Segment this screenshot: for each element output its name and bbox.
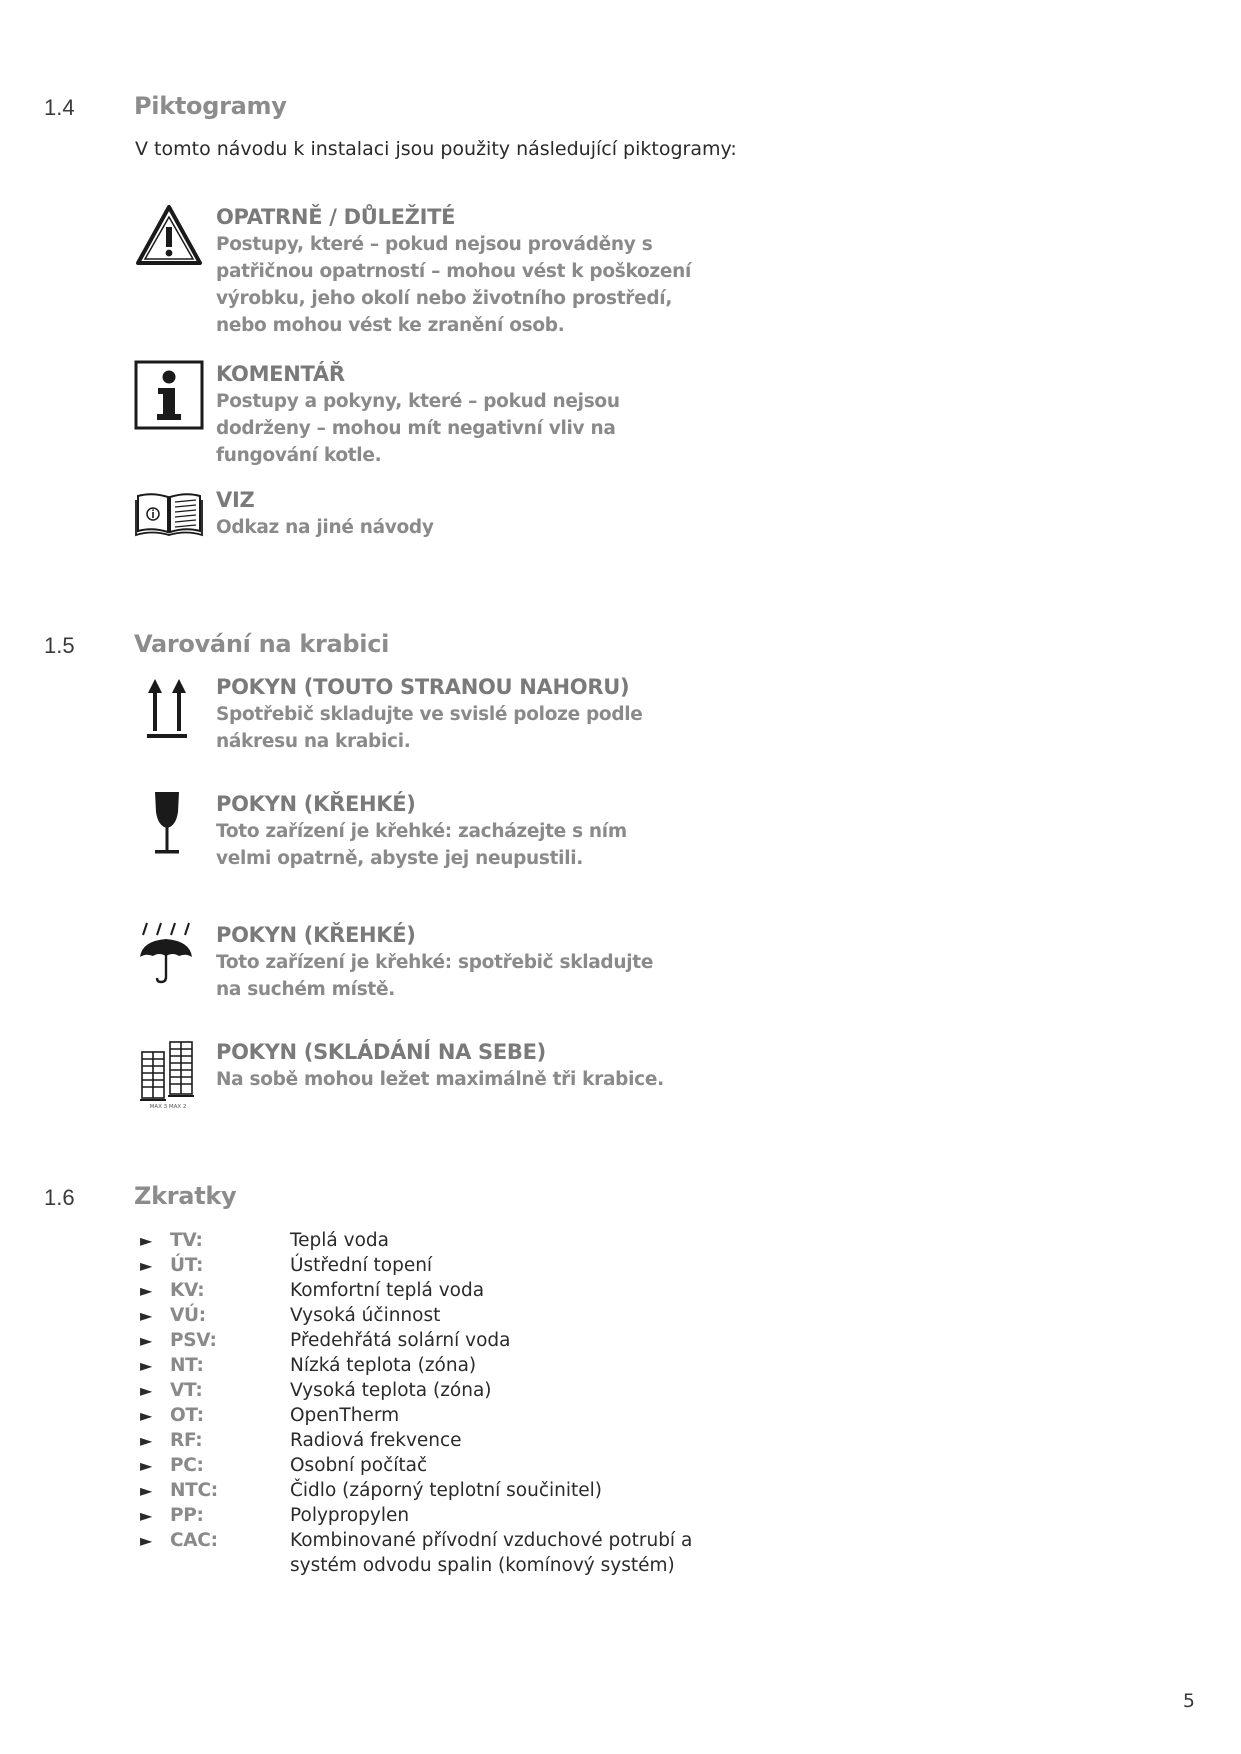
- bullet-arrow-icon: ►: [140, 1256, 153, 1275]
- section-title: Piktogramy: [134, 92, 287, 120]
- stacking-caption: MAX 3 MAX 2: [149, 1104, 187, 1110]
- abbr-key: PC:: [170, 1455, 204, 1476]
- pictogram-line: nebo mohou vést ke zranění osob.: [216, 315, 565, 336]
- pictogram-line: Odkaz na jiné návody: [216, 517, 434, 538]
- abbr-value: Vysoká účinnost: [290, 1305, 441, 1326]
- bullet-arrow-icon: ►: [140, 1481, 153, 1500]
- abbr-value-line: Kombinované přívodní vzduchové potrubí a: [290, 1530, 693, 1551]
- abbr-value: Vysoká teplota (zóna): [290, 1380, 492, 1401]
- section-number: 1.6: [44, 1185, 75, 1210]
- bullet-arrow-icon: ►: [140, 1406, 153, 1425]
- box-warning-text: [216, 673, 736, 755]
- abbr-key: VÚ:: [170, 1305, 206, 1326]
- abbr-value: [290, 1528, 710, 1578]
- pictogram-line: výrobku, jeho okolí nebo životního prostředí,: [216, 288, 673, 309]
- bullet-arrow-icon: ►: [140, 1281, 153, 1300]
- abbr-value: Čidlo (záporný teplotní součinitel): [290, 1480, 602, 1501]
- bullet-arrow-icon: ►: [140, 1531, 153, 1550]
- pictogram-title: OPATRNĚ / DŮLEŽITÉ: [216, 205, 456, 229]
- abbr-value: Teplá voda: [290, 1230, 389, 1251]
- pictogram-line: patřičnou opatrností – mohou vést k poškození: [216, 261, 692, 282]
- box-warning-line: Toto zařízení je křehké: zacházejte s ním: [216, 821, 627, 842]
- fragile-glass-icon: [134, 790, 204, 860]
- section-number: 1.4: [44, 95, 75, 120]
- box-warning-title: POKYN (SKLÁDÁNÍ NA SEBE): [216, 1040, 546, 1064]
- warning-triangle-icon: [134, 203, 204, 267]
- abbr-key: PSV:: [170, 1330, 217, 1351]
- abbr-value: Osobní počítač: [290, 1455, 428, 1476]
- pictogram-line: Postupy, které – pokud nejsou prováděny s: [216, 234, 653, 255]
- section-title: Varování na krabici: [134, 630, 390, 658]
- box-warning-line: velmi opatrně, abyste jej neupustili.: [216, 848, 584, 869]
- bullet-arrow-icon: ►: [140, 1231, 153, 1250]
- pictogram-text: [216, 360, 736, 469]
- abbr-value: Ústřední topení: [290, 1255, 433, 1276]
- abbr-value: OpenTherm: [290, 1405, 400, 1426]
- box-warning-text: [216, 921, 736, 1003]
- box-warning-line: na suchém místě.: [216, 979, 395, 1000]
- box-warning-text: [216, 1038, 736, 1093]
- abbr-value: Polypropylen: [290, 1505, 410, 1526]
- bullet-arrow-icon: ►: [140, 1356, 153, 1375]
- abbr-key: NTC:: [170, 1480, 218, 1501]
- abbr-key: NT:: [170, 1355, 204, 1376]
- pictogram-line: dodrženy – mohou mít negativní vliv na: [216, 418, 616, 439]
- section-title: Zkratky: [134, 1182, 237, 1210]
- section-number: 1.5: [44, 633, 75, 658]
- box-warning-title: POKYN (KŘEHKÉ): [216, 923, 416, 947]
- box-warning-text: [216, 790, 736, 872]
- info-icon: [134, 360, 204, 430]
- pictogram-line: fungování kotle.: [216, 445, 382, 466]
- pictogram-text: [216, 203, 736, 339]
- bullet-arrow-icon: ►: [140, 1456, 153, 1475]
- section-intro: V tomto návodu k instalaci jsou použity následující piktogramy:: [135, 138, 737, 160]
- abbr-key: CAC:: [170, 1530, 218, 1551]
- keep-dry-umbrella-icon: [134, 921, 204, 991]
- abbr-key: PP:: [170, 1505, 204, 1526]
- abbr-key: KV:: [170, 1280, 205, 1301]
- abbr-value: Radiová frekvence: [290, 1430, 462, 1451]
- box-warning-title: POKYN (TOUTO STRANOU NAHORU): [216, 675, 630, 699]
- bullet-arrow-icon: ►: [140, 1331, 153, 1350]
- pictogram-title: VIZ: [216, 488, 255, 512]
- page-number: 5: [1182, 1690, 1195, 1712]
- bullet-arrow-icon: ►: [140, 1431, 153, 1450]
- abbr-value: Předehřátá solární voda: [290, 1330, 511, 1351]
- bullet-arrow-icon: ►: [140, 1506, 153, 1525]
- abbr-key: TV:: [170, 1230, 203, 1251]
- bullet-arrow-icon: ►: [140, 1306, 153, 1325]
- abbr-key: OT:: [170, 1405, 204, 1426]
- manual-book-icon: [134, 488, 204, 538]
- abbr-key: VT:: [170, 1380, 203, 1401]
- abbr-value: Komfortní teplá voda: [290, 1280, 485, 1301]
- bullet-arrow-icon: ►: [140, 1381, 153, 1400]
- box-warning-line: Toto zařízení je křehké: spotřebič skladujte: [216, 952, 654, 973]
- this-side-up-icon: [134, 671, 204, 743]
- abbr-value-line: systém odvodu spalin (komínový systém): [290, 1555, 675, 1576]
- box-warning-title: POKYN (KŘEHKÉ): [216, 792, 416, 816]
- box-warning-line: Na sobě mohou ležet maximálně tři krabice.: [216, 1069, 664, 1090]
- abbr-value: Nízká teplota (zóna): [290, 1355, 477, 1376]
- abbr-key: ÚT:: [170, 1255, 204, 1276]
- stacking-limit-icon: [134, 1038, 204, 1110]
- pictogram-text: [216, 486, 736, 541]
- pictogram-line: Postupy a pokyny, které – pokud nejsou: [216, 391, 620, 412]
- pictogram-title: KOMENTÁŘ: [216, 362, 345, 386]
- box-warning-line: nákresu na krabici.: [216, 731, 411, 752]
- box-warning-line: Spotřebič skladujte ve svislé poloze podle: [216, 704, 643, 725]
- abbr-key: RF:: [170, 1430, 203, 1451]
